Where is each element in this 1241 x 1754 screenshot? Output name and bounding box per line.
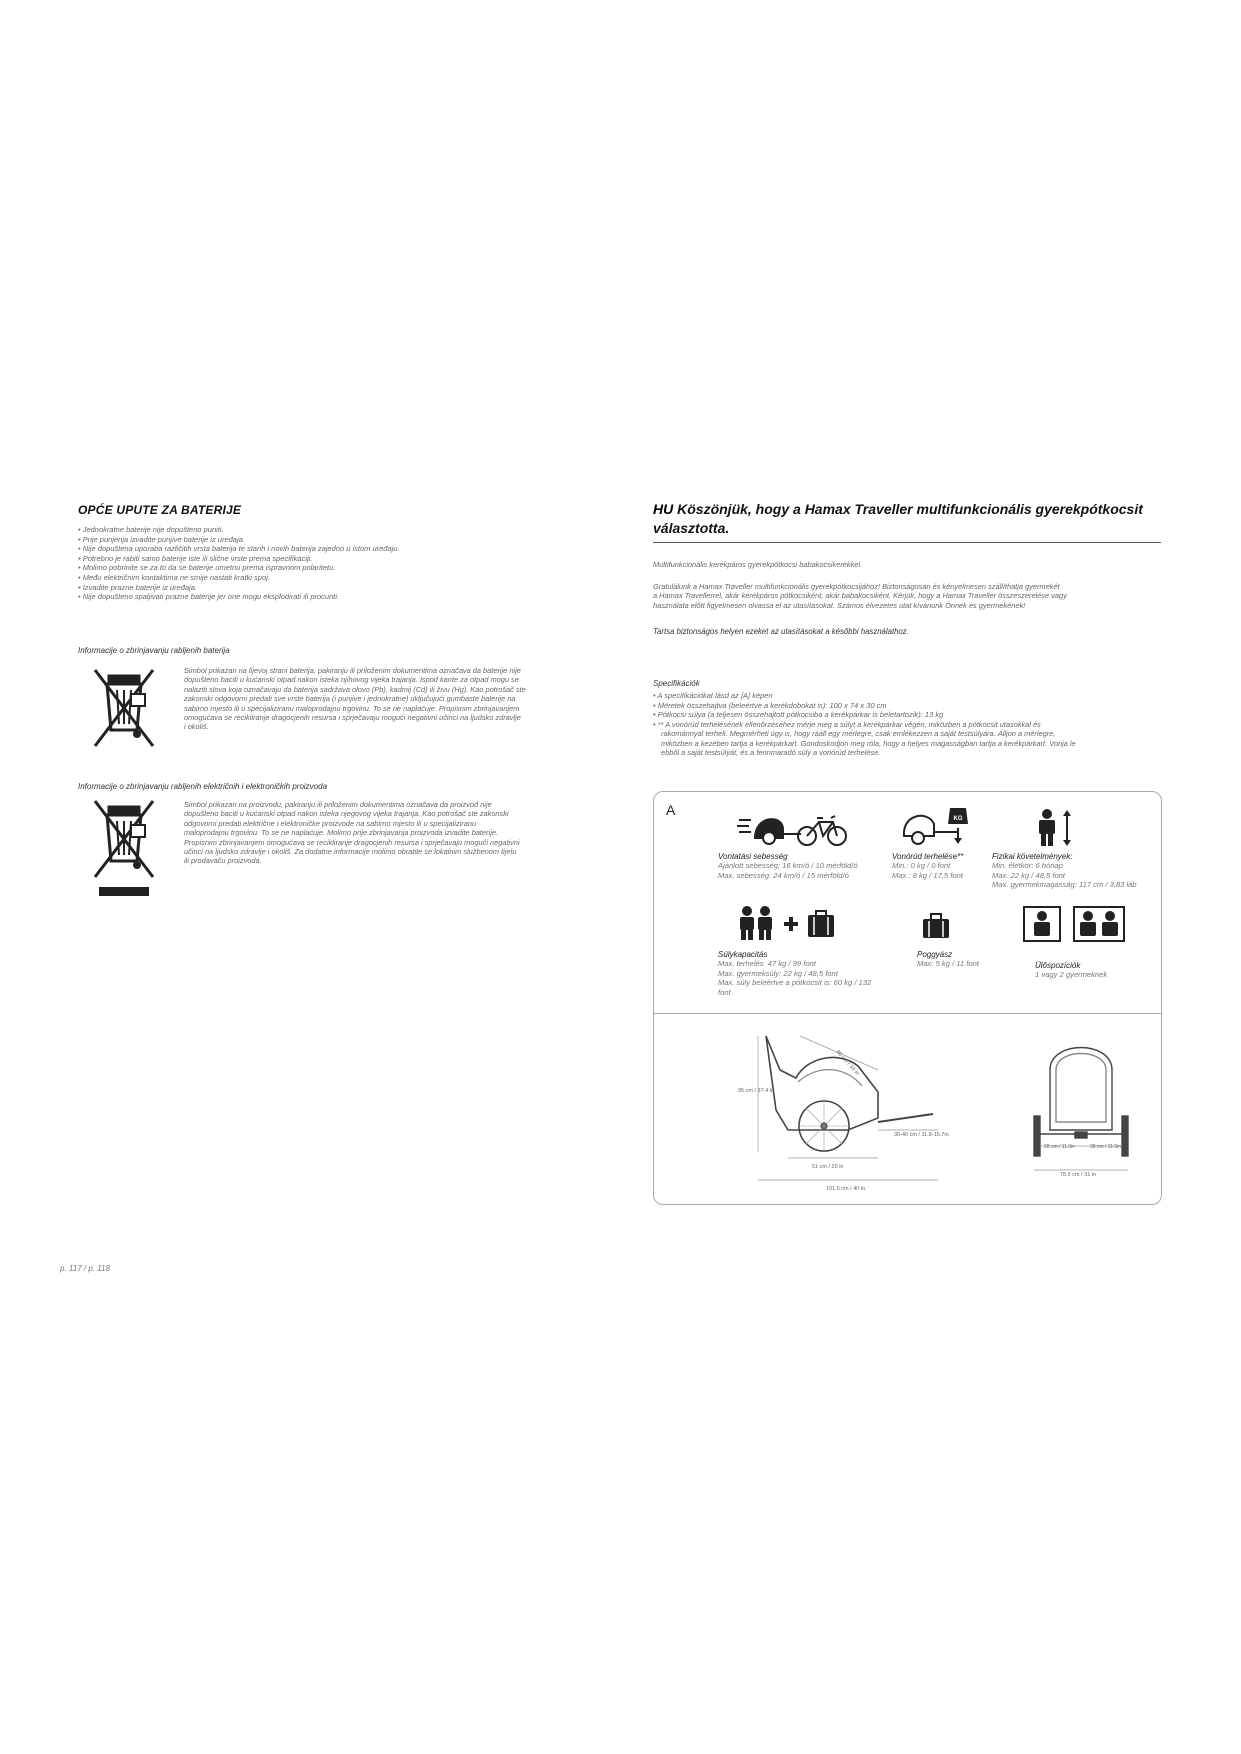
towing-speed-spec: Vontatási sebesség Ajánlott sebesség: 16 km/ó / 10 mérföld/ó Max. sebesség: 24 km/ó / 15 mérföld/ó (718, 852, 858, 880)
crossed-bin-bar-icon (91, 797, 157, 901)
battery-disposal-text: Simbol prikazan na lijevoj strani baterija, pakiranju ili priloženim dokumentima označava da baterije nije dopušteno baciti u kućanski otpad nakon isteka njihovog vijeka trajanja. Ispod kante za otpad mogu se nalaziti slova koja označavaju da baterija sadržava olovo (Pb), kadmij (Cd) ili živu (Hg). Kao potrošač ste zakonski odgovorni predati sve vrste baterija (i punjive i jednokratne) uključujući gumbaste baterije na sabirno mjesto ili u specijaliziranu maloprodajnu trgovinu. To se ne naplaćuje. Propisnim zbrinjavanjem omogućava se recikliranje dragocjenih resursa i sprječavaju mogući negativni učinci na ljudsko zdravlje i okoliš. (184, 666, 526, 732)
list-item: • Potrebno je rabiti samo baterije iste ili slične vrste prema specifikaciji. (78, 554, 598, 564)
trailer-bicycle-icon (737, 808, 847, 848)
list-item: • Prije punjenja izvadite punjive baterije iz uređaja. (78, 535, 598, 545)
battery-disposal-heading: Informacije o zbrinjavanju rabljenih baterija (78, 646, 230, 655)
list-item: • Jednokratne baterije nije dopušteno puniti. (78, 525, 598, 535)
intro-text: Multifunkcionális kerékpáros gyerekpótkocsi babakocsikerékkel. (653, 560, 863, 569)
list-item: • Molimo pobrinite se za to da se baterije umetnu prema ispravnom polaritetu. (78, 563, 598, 573)
specs-heading: Specifikációk (653, 679, 700, 688)
figure-label: A (666, 802, 676, 818)
figure-divider (653, 1013, 1162, 1014)
trailer-side-view-diagram (728, 1030, 978, 1195)
electronics-disposal-heading: Informacije o zbrinjavanju rabljenih električnih i elektroničkih proizvoda (78, 782, 328, 791)
drawbar-weight-icon (900, 800, 970, 850)
crossed-bin-icon (91, 664, 157, 752)
handle-dimension: 86 cm / 34 in (834, 1049, 861, 1077)
title-divider (653, 542, 1161, 543)
seating-spec: Ülőspozíciók 1 vagy 2 gyermeknek (1035, 961, 1108, 979)
drawbar-dimension: 30-40 cm / 11.8-15.7in (894, 1132, 949, 1138)
electronics-disposal-text: Simbol prikazan na proizvodu, pakiranju ili priloženim dokumentima označava da proizvod nije dopušteno baciti u kućanski otpad nakon isteka njegovog vijeka trajanja. Kao potrošač ste zakonski odgovorni predati električne i elektroničke proizvode na sabirno mjesto ili u specijaliziranu maloprodajnu trgovinu. To se ne naplaćuje. Molimo prije zbrinjavanja proizvoda izvadite baterije. Propisnim zbrinjavanjem omogućava se recikliranje dragocjenih resursa i sprječavaju mogući negativni učinci na ljudsko zdravlje i okoliš. Za dodatne informacije molimo obratite se lokalnim službenom tijelu ili prodavaču proizvoda. (184, 800, 520, 866)
intro-paragraph: Gratulálunk a Hamax Traveller multifunkcionális gyerekpótkocsijához! Biztonságosan és kényelmesen szállíthatja gyermekét a Hamax Travellerrel, akár kerékpáros pótkocsiként, akár babakocsiként. Kérjük, hogy a Hamax Traveller összeszerelése vagy használata előtt figyelmesen olvassa el az utasításokat. Számos élvezetes utat kívánunk Önnek és gyermekének! (653, 582, 1067, 610)
height-dimension: 95 cm / 37.4 in (738, 1088, 775, 1094)
track-dimension-right: 28 cm / 11.0in (1090, 1144, 1122, 1150)
page-number: p. 117 / p. 118 (60, 1264, 110, 1273)
seating-positions-icon (1022, 905, 1126, 945)
list-item: • A specifikációkat lásd az [A] képen (653, 691, 1163, 701)
track-dimension-left: 28 cm / 11.0in (1044, 1144, 1076, 1150)
list-item: • Nije dopuštena uporaba različitih vrsta baterija te starih i novih baterija zajedno u istom uređaju. (78, 544, 598, 554)
luggage-icon (922, 913, 950, 939)
list-item: • Nije dopušteno spaljivati prazne baterije jer one mogu eksplodirati ili procuriti. (78, 592, 598, 602)
battery-rules-list (78, 525, 598, 602)
width-dimension: 78.5 cm / 31 in (1060, 1172, 1097, 1178)
luggage-spec: Poggyász Max: 5 kg / 11 font (917, 950, 979, 968)
physical-requirements-spec: Fizikai követelmények: Min. életkor: 6 hónap Max. 22 kg / 48,5 font Max. gyermekmagasság: 117 cm / 3,83 láb (992, 852, 1137, 889)
wheel-dimension: 51 cm / 20 in (812, 1164, 844, 1170)
drawbar-note: • ** A vonórúd terhelésének ellenőrzéséhez mérje meg a súlyt a kerékpárkar végén, miközben a pótkocsit utasokkal és rakománnyal terheli. Megmérheti úgy is, hogy rááll egy mérlegre, csak emlékezzen a saját testsúlyára. Álljon a mérlegre, miközben a kezében tartja a kerékpárkart. Gondoskodjon meg róla, hogy a helyes magasságban tartja a kerékpárkart. Vonja le ebből a saját testsúlyát, és a fennmaradó súly a vonórúd terhelése. (653, 720, 1076, 758)
child-height-icon (1035, 808, 1075, 848)
safety-note: Tartsa biztonságos helyen ezeket az utasításokat a későbbi használathoz. (653, 627, 909, 636)
length-dimension: 101.5 cm / 40 in (826, 1186, 866, 1192)
list-item: • Izvadite prazne baterije iz uređaja. (78, 583, 598, 593)
list-item: • Među električnim kontaktima ne smije nastati kratki spoj. (78, 573, 598, 583)
list-item: • Méretek összehajtva (beleértve a kerékdobokat is): 100 x 74 x 30 cm (653, 701, 1163, 711)
list-item: • Pótkocsi súlya (a teljesen összehajtott pótkocsiba a kerékpárkar is beletartozik): 13 kg (653, 710, 1163, 720)
trailer-front-view-diagram (1030, 1030, 1140, 1180)
drawbar-load-spec: Vonórúd terhelése** Min.: 0 kg / 0 font Max.: 8 kg / 17,5 font (892, 852, 964, 880)
children-plus-luggage-icon (738, 905, 838, 943)
specs-list (653, 691, 1163, 720)
page-title: HU Köszönjük, hogy a Hamax Traveller multifunkcionális gyerekpótkocsit választotta. (653, 501, 1143, 536)
battery-section-title: OPĆE UPUTE ZA BATERIJE (78, 503, 242, 517)
weight-capacity-spec: Súlykapacitás Max. terhelés: 47 kg / 99 font Max. gyermeksúly: 22 kg / 48,5 font Max. súly beleértve a pótkocsit is: 60 kg / 132 font (718, 950, 872, 997)
kg-badge: KG (953, 816, 963, 822)
